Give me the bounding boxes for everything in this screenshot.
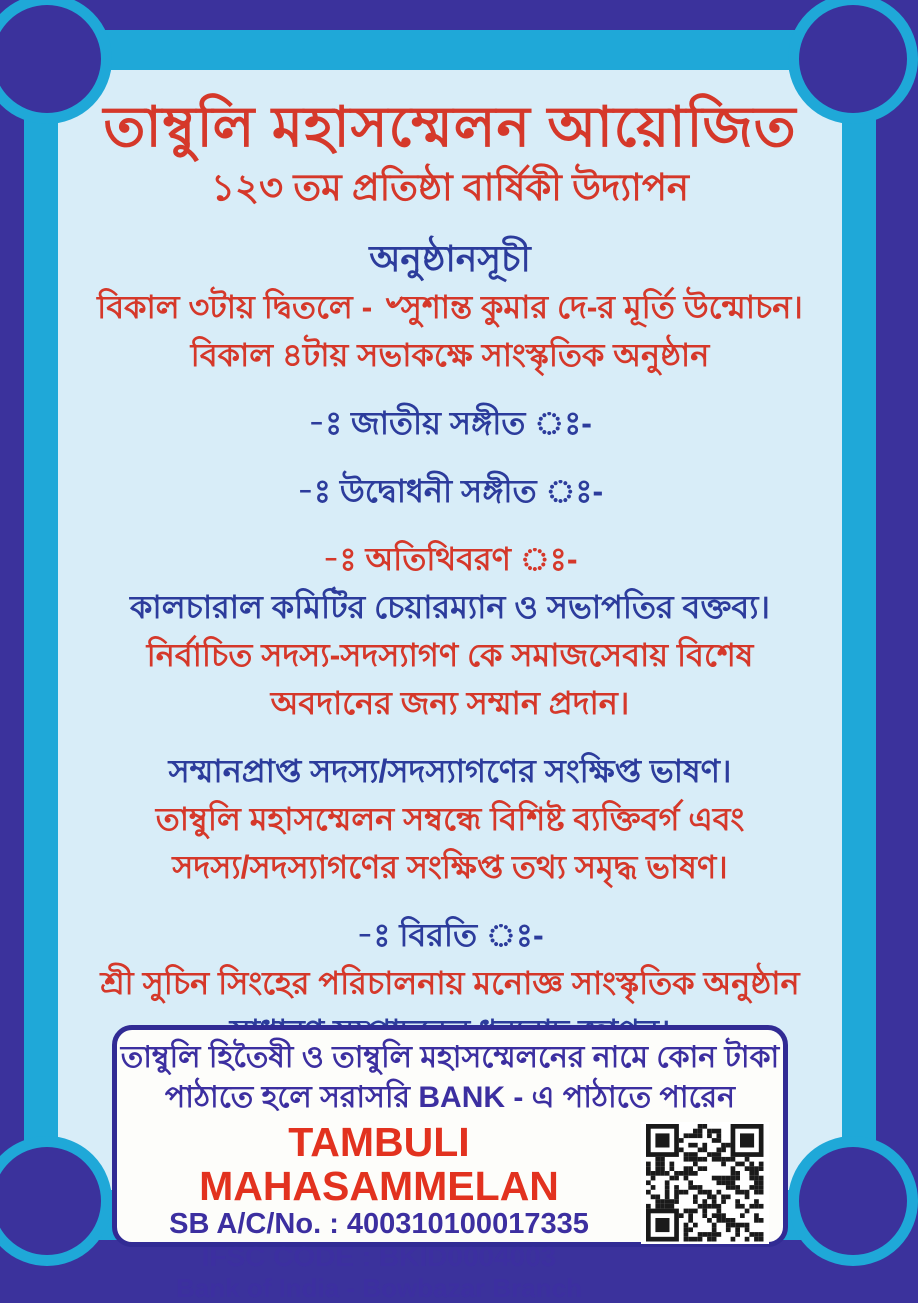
- corner-ornament-bottom-right: [788, 1136, 918, 1266]
- program-line: -ঃ অতিথিবরণ ঃ-: [322, 541, 578, 578]
- program-line: তাম্বুলি মহাসম্মেলন সম্বন্ধে বিশিষ্ট ব্যক্তিবর্গ এবং: [155, 801, 745, 838]
- program-line: -ঃ উদ্বোধনী সঙ্গীত ঃ-: [296, 473, 604, 510]
- program-line: সম্মানপ্রাপ্ত সদস্য/সদস্যাগণের সংক্ষিপ্ত ভাষণ।: [168, 753, 732, 790]
- bank-details: [117, 1120, 641, 1303]
- account-number: SB A/C/No. : 400310100017335: [169, 1208, 589, 1240]
- program-line: অবদানের জন্য সম্মান প্রদান।: [270, 685, 630, 722]
- program-line: বিকাল ৩টায় দ্বিতলে - ৺সুশান্ত কুমার দে-র মূর্তি উন্মোচন।: [97, 289, 803, 326]
- program-line: শ্রী সুচিন সিংহের পরিচালনায় মনোজ্ঞ সাংস্কৃতিক অনুষ্ঠান: [100, 965, 800, 1002]
- program-line: -ঃ বিরতি ঃ-: [356, 917, 544, 954]
- program-line: সদস্য/সদস্যাগণের সংক্ষিপ্ত তথ্য সমৃদ্ধ ভাষণ।: [172, 849, 728, 886]
- program-line: -ঃ জাতীয় সঙ্গীত ঃ-: [308, 405, 592, 442]
- bank-branch: Bank of India - Bowbazar Branch: [176, 1273, 582, 1303]
- ifsc-code: IFSC CODE : BKID0004003: [201, 1241, 557, 1272]
- program-heading: অনুষ্ঠানসূচী: [369, 238, 531, 280]
- program-line: বিকাল ৪টায় সভাকক্ষে সাংস্কৃতিক অনুষ্ঠান: [190, 337, 710, 374]
- poster-panel: [58, 70, 842, 1303]
- poster-frame: [24, 30, 876, 1303]
- poster-subtitle: ১২৩ তম প্রতিষ্ঠা বার্ষিকী উদ্যাপন: [210, 167, 690, 208]
- program-line: কালচারাল কমিটির চেয়ারম্যান ও সভাপতির বক্তব্য।: [130, 589, 770, 626]
- program-list: [58, 283, 842, 1055]
- program-line: নির্বাচিত সদস্য-সদস্যাগণ কে সমাজসেবায় বিশেষ: [146, 637, 754, 674]
- organization-name: TAMBULI MAHASAMMELAN: [199, 1119, 559, 1209]
- bank-notice-line-2: পাঠাতে হলে সরাসরি BANK - এ পাঠাতে পারেন: [164, 1081, 736, 1114]
- corner-ornament-bottom-left: [0, 1136, 112, 1266]
- bank-notice-line-1: তাম্বুলি হিতৈষী ও তাম্বুলি মহাসম্মেলনের নামে কোন টাকা: [120, 1041, 780, 1074]
- corner-ornament-top-right: [788, 0, 918, 124]
- poster-title: তাম্বুলি মহাসম্মেলন আয়োজিত: [103, 95, 797, 158]
- bank-details-row: [117, 1120, 783, 1303]
- bank-info-box: [112, 1025, 788, 1303]
- qr-code: [641, 1122, 769, 1244]
